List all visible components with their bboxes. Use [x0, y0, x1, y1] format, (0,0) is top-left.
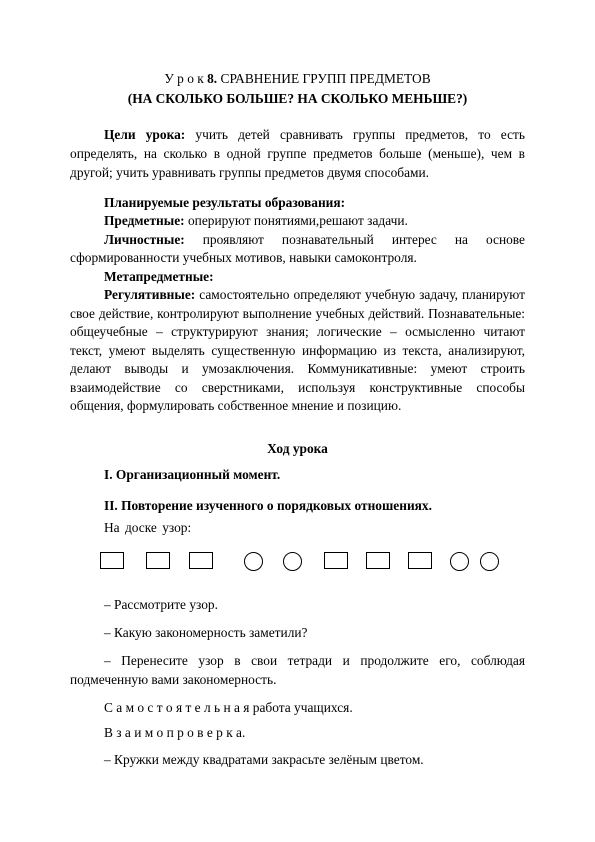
goals-line-3: другой; учить уравнивать группы предметов двумя способами.	[70, 165, 430, 180]
self-work-rest: работа учащихся.	[252, 700, 353, 715]
question-4: – Кружки между квадратами закрасьте зелёным цветом.	[104, 752, 424, 767]
regulatory-line-1	[104, 286, 525, 303]
pattern-circle	[450, 552, 469, 571]
subject-label: Предметные:	[104, 213, 185, 228]
goals-line-1	[104, 126, 525, 143]
lesson-flow-heading: Ход урока	[267, 441, 328, 456]
meta-heading: Метапредметные:	[104, 269, 214, 284]
goals-text-1: учить детей сравнивать группы предметов, то есть	[195, 127, 525, 142]
pattern-square	[100, 552, 124, 569]
personal-text-1: проявляют познавательный интерес на основе	[202, 232, 525, 247]
lesson-title	[70, 70, 525, 87]
stage-2-heading: II. Повторение изученного о порядковых отношениях.	[104, 498, 432, 513]
regulatory-line-2: свое действие, контролируют выполнение учебных действий. Познавательные:	[70, 306, 525, 321]
personal-line-2: сформированности учебных мотивов, навыки самоконтроля.	[70, 250, 417, 265]
lesson-prefix: У р о к	[164, 71, 204, 86]
pattern-circle	[244, 552, 263, 571]
regulatory-line-4: текст, умеют выделять существенную информацию из текста, анализируют,	[70, 343, 525, 358]
board-text: На доске узор:	[104, 520, 192, 535]
pattern-square	[189, 552, 213, 569]
goals-label: Цели урока:	[104, 127, 186, 142]
personal-label: Личностные:	[104, 232, 185, 247]
question-3-line-1: – Перенесите узор в свои тетради и продолжите его, соблюдая	[104, 653, 525, 668]
pattern-circle	[480, 552, 499, 571]
board-pattern	[100, 552, 520, 572]
regulatory-line-3: общеучебные – структурируют знания; логические – осмысленно читают	[70, 324, 525, 339]
subject-results	[104, 212, 525, 229]
mutual-check: В з а и м о п р о в е р к а.	[104, 725, 246, 740]
regulatory-line-6: взаимодействие со сверстниками, используя конструктивные способы	[70, 380, 525, 395]
pattern-square	[324, 552, 348, 569]
board-pattern-caption	[104, 519, 525, 536]
pattern-square	[366, 552, 390, 569]
subject-text: оперируют понятиями,решают задачи.	[187, 213, 408, 228]
regulatory-line-5: делают выводы и умозаключения. Коммуникативные: умеют строить	[70, 361, 525, 376]
regulatory-label: Регулятивные:	[104, 287, 196, 302]
pattern-square	[408, 552, 432, 569]
stage-1-heading: I. Организационный момент.	[104, 467, 281, 482]
pattern-square	[146, 552, 170, 569]
question-2: – Какую закономерность заметили?	[104, 625, 308, 640]
question-3-line-2: подмеченную вами закономерность.	[70, 672, 277, 687]
personal-line-1	[104, 231, 525, 248]
lesson-subtitle: (НА СКОЛЬКО БОЛЬШЕ? НА СКОЛЬКО МЕНЬШЕ?)	[127, 91, 468, 106]
goals-line-2: определять, на сколько в одной группе предметов больше (меньше), чем в	[70, 146, 525, 161]
regulatory-text-1: самостоятельно определяют учебную задачу, планируют	[199, 287, 525, 302]
lesson-topic: СРАВНЕНИЕ ГРУПП ПРЕДМЕТОВ	[220, 71, 431, 86]
results-heading: Планируемые результаты образования:	[104, 195, 346, 210]
lesson-number: 8.	[207, 71, 218, 86]
regulatory-line-7: общения, формулировать собственное мнение и позицию.	[70, 398, 402, 413]
self-work-spaced: С а м о с т о я т е л ь н а я	[104, 700, 250, 715]
question-1: – Рассмотрите узор.	[104, 597, 218, 612]
pattern-circle	[283, 552, 302, 571]
self-work	[104, 699, 525, 716]
